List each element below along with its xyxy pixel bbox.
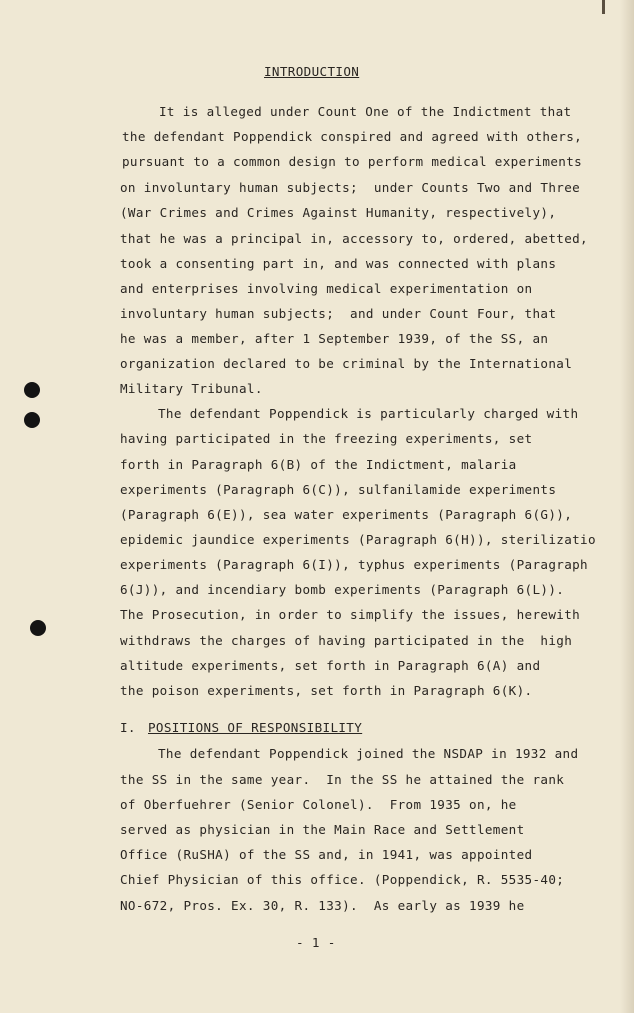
staple-mark — [602, 0, 605, 14]
text-line: It is alleged under Count One of the Indictment that — [159, 104, 572, 119]
text-line: The defendant Poppendick joined the NSDAP in 1932 and — [158, 746, 579, 761]
text-line: the SS in the same year. In the SS he attained the rank — [120, 772, 565, 787]
section-number: I. — [120, 720, 136, 735]
text-line: having participated in the freezing experiments, set — [120, 431, 533, 446]
punch-hole — [30, 620, 46, 636]
text-line: epidemic jaundice experiments (Paragraph 6(H)), sterilizatio — [120, 532, 596, 547]
section-heading: POSITIONS OF RESPONSIBILITY — [148, 720, 363, 735]
punch-hole — [24, 382, 40, 398]
text-line: and enterprises involving medical experimentation on — [120, 281, 533, 296]
text-line: (Paragraph 6(E)), sea water experiments (Paragraph 6(G)), — [120, 507, 573, 522]
punch-hole — [24, 412, 40, 428]
text-line: took a consenting part in, and was connected with plans — [120, 256, 557, 271]
text-line: Military Tribunal. — [120, 381, 263, 396]
text-line: experiments (Paragraph 6(C)), sulfanilamide experiments — [120, 482, 557, 497]
text-line: (War Crimes and Crimes Against Humanity, respectively), — [120, 205, 557, 220]
page-edge-shadow — [620, 0, 634, 1013]
text-line: Office (RuSHA) of the SS and, in 1941, was appointed — [120, 847, 533, 862]
text-line: NO-672, Pros. Ex. 30, R. 133). As early as 1939 he — [120, 898, 525, 913]
text-line: pursuant to a common design to perform medical experiments — [122, 154, 583, 169]
text-line: that he was a principal in, accessory to, ordered, abetted, — [120, 231, 588, 246]
text-line: served as physician in the Main Race and Settlement — [120, 822, 525, 837]
page-title: INTRODUCTION — [264, 64, 360, 79]
text-line: the defendant Poppendick conspired and agreed with others, — [122, 129, 583, 144]
text-line: experiments (Paragraph 6(I)), typhus experiments (Paragraph — [120, 557, 588, 572]
text-line: 6(J)), and incendiary bomb experiments (Paragraph 6(L)). — [120, 582, 565, 597]
text-line: Chief Physician of this office. (Poppendick, R. 5535-40; — [120, 872, 565, 887]
text-line: The defendant Poppendick is particularly charged with — [158, 406, 579, 421]
text-line: the poison experiments, set forth in Paragraph 6(K). — [120, 683, 533, 698]
text-line: The Prosecution, in order to simplify the issues, herewith — [120, 607, 581, 622]
text-line: involuntary human subjects; and under Count Four, that — [120, 306, 557, 321]
page-number: - 1 - — [296, 935, 336, 950]
text-line: he was a member, after 1 September 1939, of the SS, an — [120, 331, 549, 346]
text-line: altitude experiments, set forth in Paragraph 6(A) and — [120, 658, 541, 673]
text-line: on involuntary human subjects; under Counts Two and Three — [120, 180, 581, 195]
text-line: forth in Paragraph 6(B) of the Indictment, malaria — [120, 457, 517, 472]
text-line: of Oberfuehrer (Senior Colonel). From 1935 on, he — [120, 797, 517, 812]
text-line: withdraws the charges of having participated in the high — [120, 633, 573, 648]
text-line: organization declared to be criminal by the International — [120, 356, 573, 371]
